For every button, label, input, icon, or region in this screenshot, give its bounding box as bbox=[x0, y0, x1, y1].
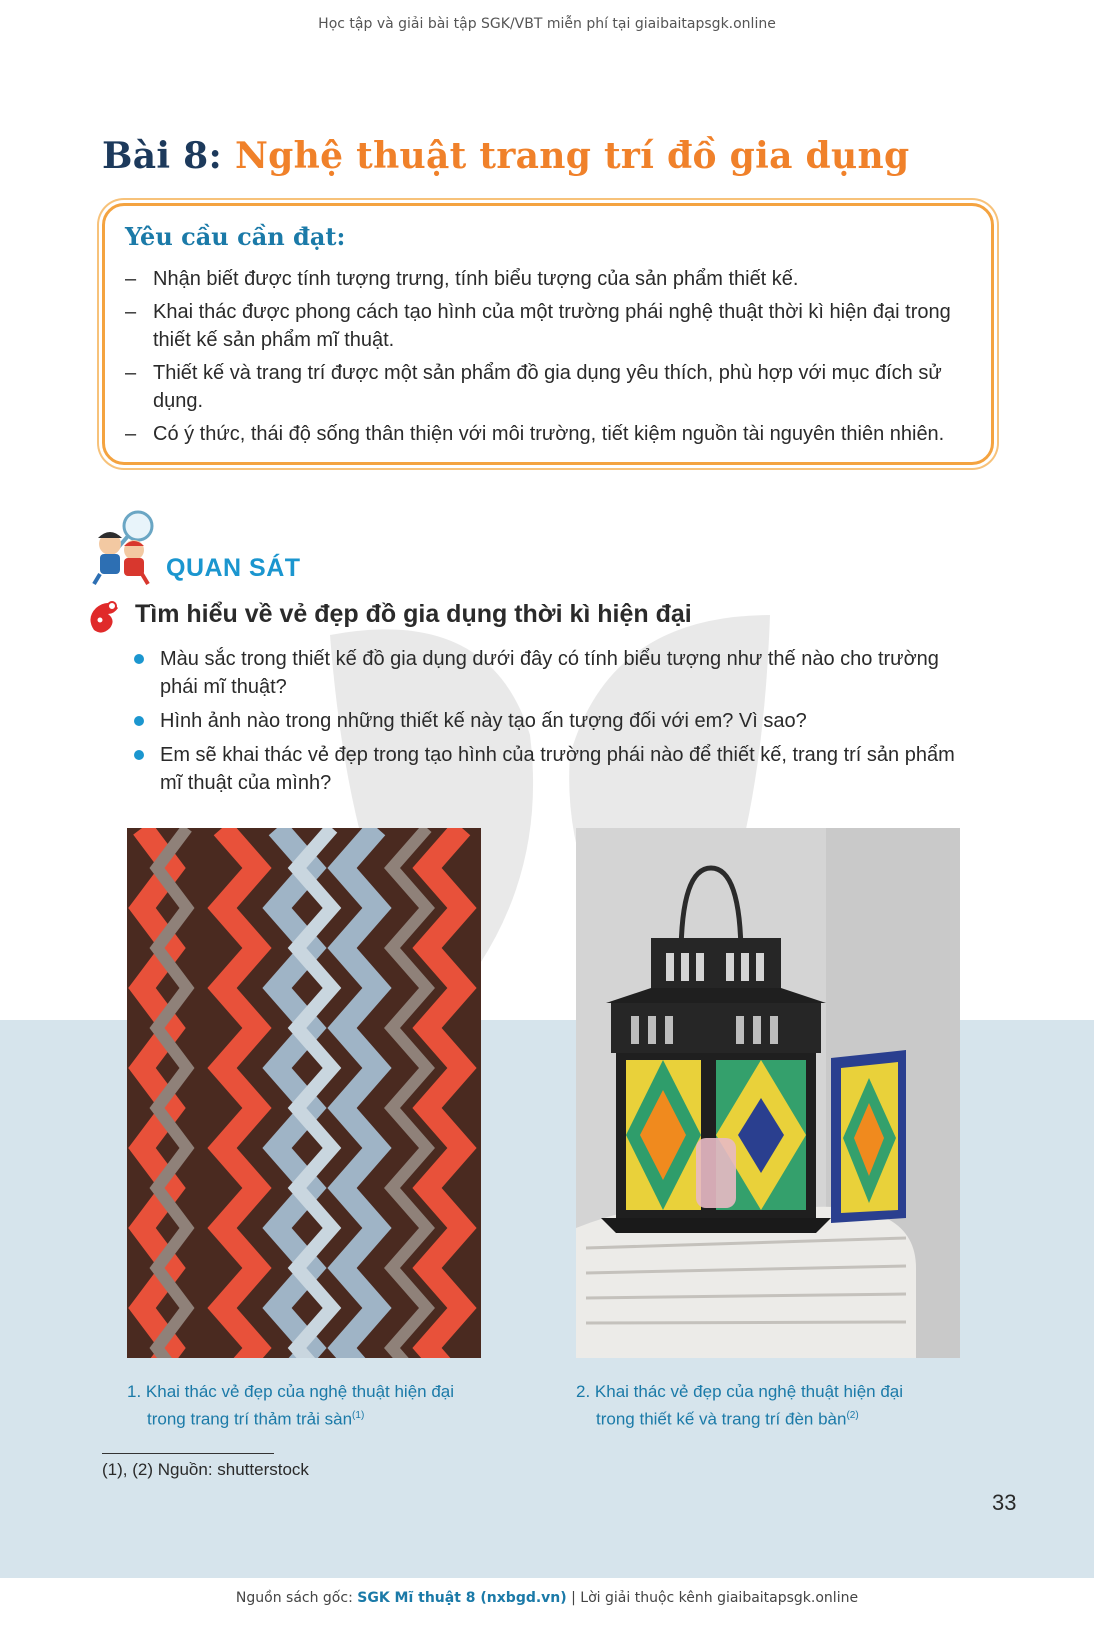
footer-prefix: Nguồn sách gốc: bbox=[235, 1590, 358, 1606]
question-item: Em sẽ khai thác vẻ đẹp trong tạo hình của trường phái nào để thiết kế, trang trí sản phẩm mĩ thuật của mình? bbox=[130, 741, 960, 797]
requirement-item: – Khai thác được phong cách tạo hình của một trường phái nghệ thuật thời kì hiện đại trong thiết kế sản phẩm mĩ thuật. bbox=[125, 298, 973, 354]
lesson-name: Nghệ thuật trang trí đồ gia dụng bbox=[234, 135, 910, 177]
caption-line bbox=[127, 1404, 507, 1432]
requirements-title: Yêu cầu cần đạt: bbox=[125, 222, 346, 251]
requirement-item: – Có ý thức, thái độ sống thân thiện với môi trường, tiết kiệm nguồn tài nguyên thiên nhiên. bbox=[125, 420, 973, 448]
palette-icon bbox=[86, 600, 124, 634]
requirements-box bbox=[102, 203, 994, 465]
section-label: QUAN SÁT bbox=[166, 554, 301, 582]
caption-text: trong thiết kế và trang trí đèn bàn bbox=[596, 1409, 847, 1429]
caption-line bbox=[576, 1404, 976, 1432]
footer-note bbox=[0, 1590, 1094, 1606]
rug-zigzag-illustration bbox=[127, 828, 481, 1358]
lesson-number: Bài 8: bbox=[102, 135, 223, 177]
caption-line: 2. Khai thác vẻ đẹp của nghệ thuật hiện đại bbox=[576, 1382, 904, 1401]
caption-text: trong trang trí thảm trải sàn bbox=[147, 1409, 353, 1429]
lantern-photo bbox=[576, 828, 960, 1358]
explorer-mascot-icon bbox=[86, 508, 166, 586]
requirement-item: – Nhận biết được tính tượng trưng, tính biểu tượng của sản phẩm thiết kế. bbox=[125, 265, 973, 293]
caption-ref: (2) bbox=[846, 1410, 859, 1421]
footnote: (1), (2) Nguồn: shutterstock bbox=[102, 1460, 309, 1479]
requirements-list bbox=[125, 265, 973, 448]
topic-title: Tìm hiểu về vẻ đẹp đồ gia dụng thời kì hiện đại bbox=[135, 600, 692, 628]
footnote-divider bbox=[102, 1453, 274, 1454]
question-item: Màu sắc trong thiết kế đồ gia dụng dưới đây có tính biểu tượng như thế nào cho trường phái mĩ thuật? bbox=[130, 645, 960, 701]
requirement-item: – Thiết kế và trang trí được một sản phẩm đồ gia dụng yêu thích, phù hợp với mục đích sử dụng. bbox=[125, 359, 973, 415]
caption-ref: (1) bbox=[352, 1410, 365, 1421]
footer-source-link[interactable]: SGK Mĩ thuật 8 (nxbgd.vn) bbox=[357, 1590, 567, 1606]
figure-caption-2 bbox=[576, 1380, 976, 1432]
footer-suffix: | Lời giải thuộc kênh giaibaitapsgk.online bbox=[566, 1590, 859, 1606]
lantern-illustration bbox=[576, 828, 960, 1358]
question-item: Hình ảnh nào trong những thiết kế này tạo ấn tượng đối với em? Vì sao? bbox=[130, 707, 960, 735]
question-list bbox=[130, 645, 960, 803]
page-number: 33 bbox=[992, 1490, 1017, 1515]
header-note: Học tập và giải bài tập SGK/VBT miễn phí tại giaibaitapsgk.online bbox=[318, 16, 776, 32]
figure-caption-1 bbox=[127, 1380, 507, 1432]
rug-photo bbox=[127, 828, 481, 1358]
lesson-title bbox=[102, 135, 909, 177]
caption-line: 1. Khai thác vẻ đẹp của nghệ thuật hiện đại bbox=[127, 1382, 455, 1401]
